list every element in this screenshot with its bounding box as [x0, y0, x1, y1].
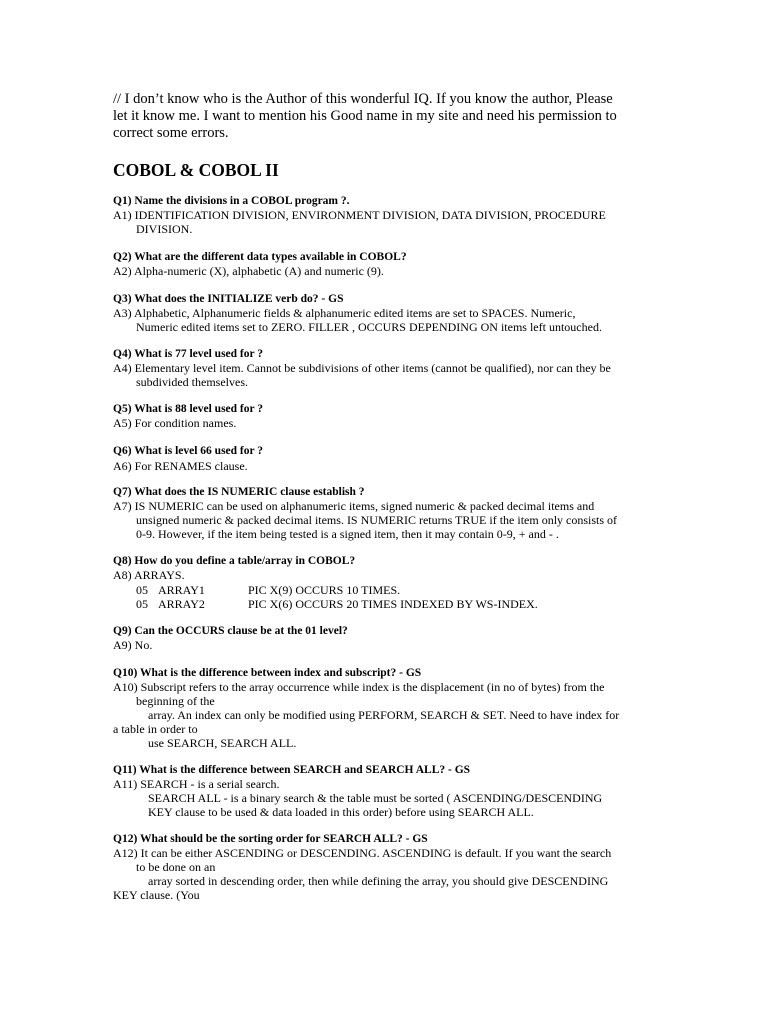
answer-10-line: A10) Subscript refers to the array occurrence while index is the displacement (in no of bytes) from the	[113, 680, 605, 694]
answer-1-line: A1) IDENTIFICATION DIVISION, ENVIRONMENT DIVISION, DATA DIVISION, PROCEDURE	[113, 208, 606, 222]
answer-9-line: A9) No.	[113, 638, 153, 652]
question-4: Q4) What is 77 level used for ?	[113, 348, 264, 360]
question-11: Q11) What is the difference between SEARCH and SEARCH ALL? - GS	[113, 764, 471, 776]
array-name: ARRAY2	[158, 597, 205, 611]
array-name: ARRAY1	[158, 583, 205, 597]
question-10: Q10) What is the difference between index and subscript? - GS	[113, 667, 422, 679]
array-pic-clause: PIC X(9) OCCURS 10 TIMES.	[248, 583, 401, 597]
answer-10-line: beginning of the	[136, 694, 215, 708]
level-number: 05	[136, 583, 148, 597]
answer-12-line: A12) It can be either ASCENDING or DESCENDING. ASCENDING is default. If you want the search	[113, 846, 612, 860]
question-1: Q1) Name the divisions in a COBOL program ?.	[113, 195, 350, 207]
question-8: Q8) How do you define a table/array in COBOL?	[113, 555, 356, 567]
answer-10-line: use SEARCH, SEARCH ALL.	[148, 736, 297, 750]
answer-3-line: Numeric edited items set to ZERO. FILLER , OCCURS DEPENDING ON items left untouched.	[136, 320, 602, 334]
answer-5-line: A5) For condition names.	[113, 416, 237, 430]
answer-12-line: to be done on an	[136, 860, 216, 874]
question-5: Q5) What is 88 level used for ?	[113, 403, 264, 415]
intro-line: let it know me. I want to mention his Good name in my site and need his permission to	[113, 108, 617, 124]
answer-7-line: unsigned numeric & packed decimal items. IS NUMERIC returns TRUE if the item only consists of	[136, 513, 618, 527]
question-9: Q9) Can the OCCURS clause be at the 01 level?	[113, 625, 348, 637]
answer-10-line: a table in order to	[113, 722, 198, 736]
array-row-1	[136, 583, 148, 597]
answer-12-line: KEY clause. (You	[113, 888, 200, 902]
answer-6-line: A6) For RENAMES clause.	[113, 459, 248, 473]
question-2: Q2) What are the different data types available in COBOL?	[113, 251, 407, 263]
question-3: Q3) What does the INITIALIZE verb do? - GS	[113, 293, 344, 305]
answer-1-line: DIVISION.	[136, 222, 193, 236]
answer-12-line: array sorted in descending order, then while defining the array, you should give DESCENDING	[148, 874, 609, 888]
section-heading: COBOL & COBOL II	[113, 160, 279, 180]
answer-7-line: 0-9. However, if the item being tested is a signed item, then it may contain 0-9, + and - .	[136, 527, 559, 541]
answer-11-line: KEY clause to be used & data loaded in this order) before using SEARCH ALL.	[148, 805, 534, 819]
answer-2-line: A2) Alpha-numeric (X), alphabetic (A) and numeric (9).	[113, 264, 384, 278]
question-7: Q7) What does the IS NUMERIC clause establish ?	[113, 486, 365, 498]
answer-7-line: A7) IS NUMERIC can be used on alphanumeric items, signed numeric & packed decimal items and	[113, 499, 595, 513]
question-6: Q6) What is level 66 used for ?	[113, 445, 264, 457]
answer-11-line: A11) SEARCH - is a serial search.	[113, 777, 280, 791]
answer-3-line: A3) Alphabetic, Alphanumeric fields & alphanumeric edited items are set to SPACES. Numeric,	[113, 306, 576, 320]
answer-8-line: A8) ARRAYS.	[113, 568, 185, 582]
intro-line: // I don’t know who is the Author of this wonderful IQ. If you know the author, Please	[113, 91, 613, 107]
array-pic-clause: PIC X(6) OCCURS 20 TIMES INDEXED BY WS-INDEX.	[248, 597, 538, 611]
level-number: 05	[136, 597, 148, 611]
answer-4-line: A4) Elementary level item. Cannot be subdivisions of other items (cannot be qualified), nor can they be	[113, 361, 611, 375]
answer-11-line: SEARCH ALL - is a binary search & the table must be sorted ( ASCENDING/DESCENDING	[148, 791, 603, 805]
answer-10-line: array. An index can only be modified using PERFORM, SEARCH & SET. Need to have index for	[148, 708, 620, 722]
question-12: Q12) What should be the sorting order for SEARCH ALL? - GS	[113, 833, 428, 845]
array-row-2	[136, 597, 148, 611]
answer-4-line: subdivided themselves.	[136, 375, 248, 389]
intro-line: correct some errors.	[113, 125, 229, 141]
